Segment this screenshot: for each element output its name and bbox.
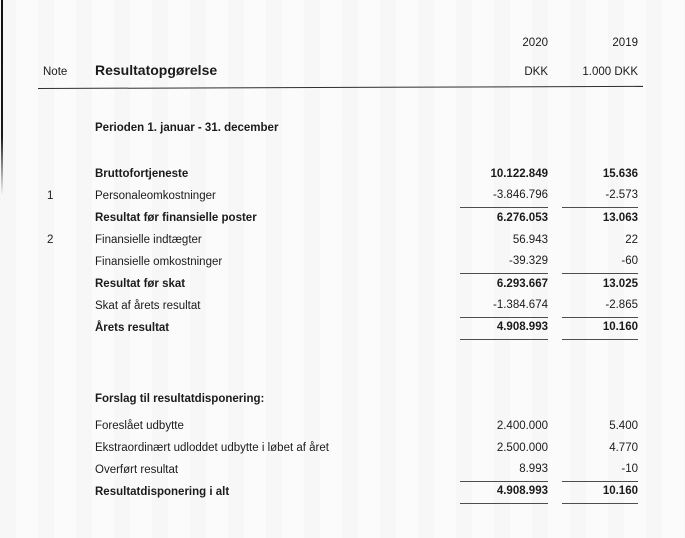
header-rule xyxy=(38,86,643,89)
label-cell: Årets resultat xyxy=(95,322,170,334)
year-2020-label: 2020 xyxy=(522,37,548,49)
spacer xyxy=(40,36,95,51)
row-finansielle-indtaegter xyxy=(40,230,638,252)
note-cell xyxy=(40,314,95,318)
value-2019-cell: -2.573 xyxy=(562,188,638,208)
note-column-header: Note xyxy=(43,66,68,78)
period-heading: Perioden 1. januar - 31. december xyxy=(95,122,279,134)
unit-2019-label: 1.000 DKK xyxy=(582,66,638,78)
spacer xyxy=(95,36,460,51)
value-2019-cell: 22 xyxy=(625,234,638,246)
disposition-table xyxy=(0,416,685,504)
note-cell xyxy=(40,182,95,186)
value-2019-cell: -60 xyxy=(562,254,638,274)
value-2019-cell: -10 xyxy=(562,462,638,482)
row-ekstraordinaert-udbytte xyxy=(40,438,638,460)
note-cell: 2 xyxy=(47,234,54,246)
label-cell: Personaleomkostninger xyxy=(95,190,216,202)
value-2020-cell: 10.122.849 xyxy=(490,168,548,180)
value-2019-cell: 15.636 xyxy=(602,168,638,180)
row-skat-af-aarets-resultat xyxy=(40,296,638,318)
row-resultat-foer-skat xyxy=(40,274,638,296)
value-2019-cell: 5.400 xyxy=(609,420,638,432)
row-foreslaaet-udbytte xyxy=(40,416,638,438)
row-personaleomkostninger xyxy=(40,186,638,208)
statement-table xyxy=(0,164,685,340)
label-cell: Resultat før skat xyxy=(95,278,186,290)
value-2020-cell: -39.329 xyxy=(460,254,548,274)
value-2020-cell: 2.400.000 xyxy=(496,420,548,432)
note-cell xyxy=(40,434,95,438)
note-cell xyxy=(40,336,95,340)
value-2020-cell: 4.908.993 xyxy=(460,484,548,504)
spacer xyxy=(548,456,562,460)
label-cell: Ekstraordinært udloddet udbytte i løbet af året xyxy=(95,442,329,454)
row-resultat-foer-finansielle-poster xyxy=(40,208,638,230)
spacer xyxy=(548,336,562,340)
row-overfoert-resultat xyxy=(40,460,638,482)
label-cell: Resultatdisponering i alt xyxy=(95,486,230,498)
value-2019-cell: 13.025 xyxy=(602,278,638,290)
value-2019-cell: 13.063 xyxy=(602,212,638,224)
spacer xyxy=(548,270,562,274)
label-cell: Bruttofortjeneste xyxy=(95,168,189,180)
note-cell xyxy=(40,500,95,504)
note-cell xyxy=(40,226,95,230)
note-cell xyxy=(40,270,95,274)
spacer xyxy=(548,292,562,296)
label-cell: Finansielle indtægter xyxy=(95,234,202,246)
spacer xyxy=(548,226,562,230)
label-cell: Foreslået udbytte xyxy=(95,420,184,432)
label-cell: Skat af årets resultat xyxy=(95,300,201,312)
value-2020-cell: -1.384.674 xyxy=(460,298,548,318)
value-2020-cell: 6.276.053 xyxy=(496,212,548,224)
row-resultatdisponering-i-alt xyxy=(40,482,638,504)
page-title: Resultatopgørelse xyxy=(95,62,218,78)
spacer xyxy=(548,314,562,318)
spacer xyxy=(548,36,562,51)
spacer xyxy=(548,434,562,438)
label-cell: Overført resultat xyxy=(95,464,179,476)
value-2020-cell: 2.500.000 xyxy=(496,442,548,454)
year-header-row xyxy=(40,0,638,51)
value-2020-cell: 56.943 xyxy=(512,234,548,246)
label-cell: Resultat før finansielle poster xyxy=(95,212,257,224)
year-2019-label: 2019 xyxy=(612,37,638,49)
unit-2020-label: DKK xyxy=(524,66,548,78)
scan-edge-artifact xyxy=(1,0,3,195)
value-2020-cell: 8.993 xyxy=(460,462,548,482)
disposition-heading: Forslag til resultatdisponering: xyxy=(95,393,265,405)
spacer xyxy=(548,500,562,504)
row-bruttofortjeneste xyxy=(40,164,638,186)
label-cell: Finansielle omkostninger xyxy=(95,256,223,268)
spacer xyxy=(548,204,562,208)
spacer xyxy=(548,478,562,482)
note-cell xyxy=(40,478,95,482)
note-cell xyxy=(40,456,95,460)
value-2020-cell: 6.293.667 xyxy=(496,278,548,290)
spacer xyxy=(548,182,562,186)
row-finansielle-omkostninger xyxy=(40,252,638,274)
value-2019-cell: 4.770 xyxy=(609,442,638,454)
note-cell xyxy=(40,292,95,296)
title-row xyxy=(40,63,638,80)
row-aarets-resultat xyxy=(40,318,638,340)
value-2020-cell: -3.846.796 xyxy=(460,188,548,208)
value-2019-cell: 10.160 xyxy=(562,320,638,340)
value-2020-cell: 4.908.993 xyxy=(460,320,548,340)
value-2019-cell: -2.865 xyxy=(562,298,638,318)
spacer xyxy=(548,248,562,252)
value-2019-cell: 10.160 xyxy=(562,484,638,504)
note-cell: 1 xyxy=(47,190,54,202)
